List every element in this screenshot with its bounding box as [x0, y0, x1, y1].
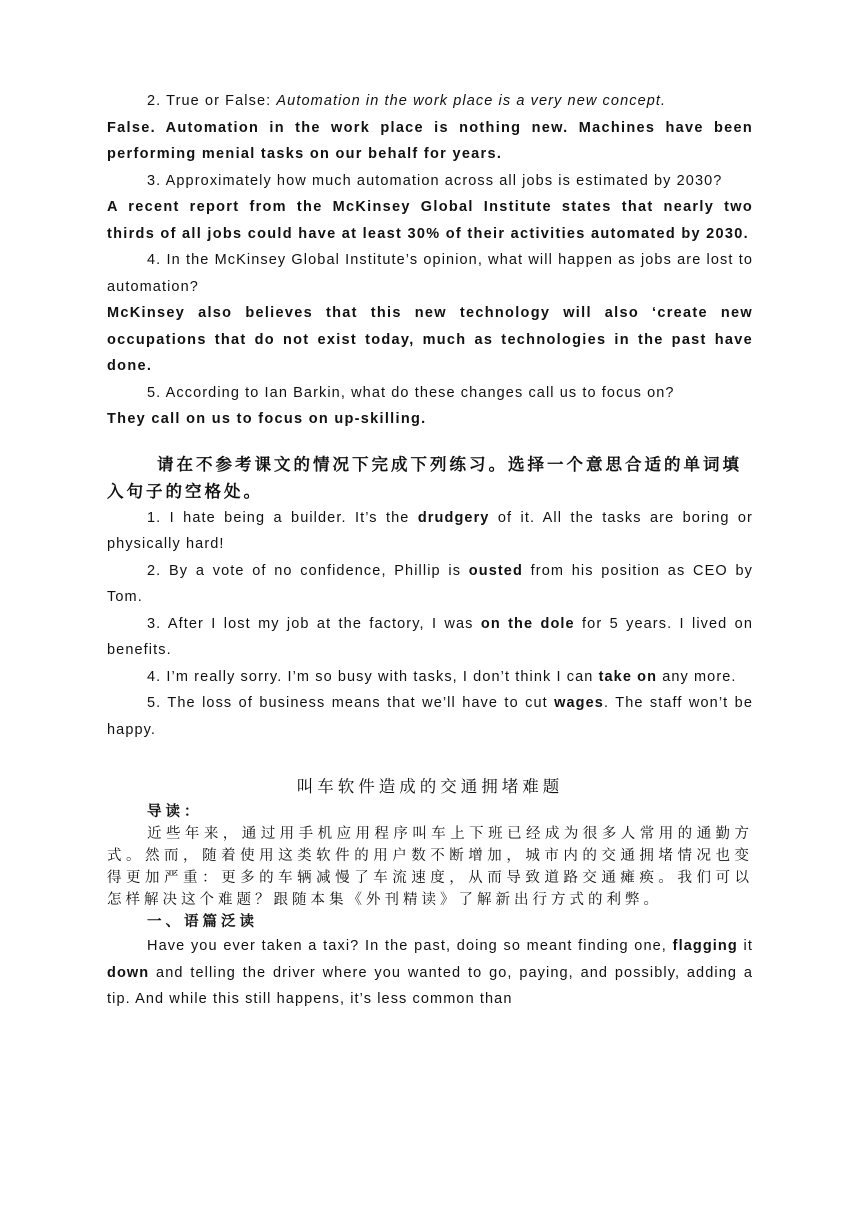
- answer-5: They call on us to focus on up-skilling.: [107, 411, 427, 427]
- question-2-statement: Automation in the work place is a very new concept.: [276, 93, 667, 109]
- vocab-word: flagging: [672, 938, 738, 954]
- fill-item-word: wages: [554, 695, 604, 711]
- fill-item-text: for 5 years. I lived on benefits.: [107, 615, 754, 658]
- fill-item-1: [107, 505, 753, 558]
- fill-item-word: ousted: [468, 562, 523, 579]
- intro-label: 导读：: [147, 804, 203, 820]
- paragraph-text: Have you ever taken a taxi? In the past, doing so meant finding one,: [147, 938, 673, 954]
- fill-item-word: drudgery: [417, 509, 490, 526]
- fill-item-text: 1. I hate being a builder. It’s the: [147, 509, 418, 526]
- paragraph-text: it: [737, 938, 753, 954]
- fill-item-word: take on: [598, 668, 658, 685]
- fill-item-2: [107, 558, 753, 611]
- fill-item-text: 5. The loss of business means that we’ll have to cut: [147, 695, 555, 711]
- vocab-word: down: [107, 964, 150, 981]
- section-label: 一、语篇泛读: [147, 914, 258, 930]
- fill-item-text: from his position as CEO by Tom.: [107, 562, 753, 605]
- article-title: 叫车软件造成的交通拥堵难题: [296, 777, 564, 796]
- fill-item-4: [107, 664, 753, 691]
- document-page: [107, 88, 753, 1013]
- article-paragraph: [107, 933, 753, 1013]
- fill-item-text: of it. All the tasks are boring or physically hard!: [107, 509, 753, 552]
- fill-item-text: . The staff won’t be happy.: [107, 695, 753, 738]
- intro-text: 近些年来，通过用手机应用程序叫车上下班已经成为很多人常用的通勤方式。然而，随着使用这类软件的用户数不断增加，城市内的交通拥堵情况也变得更加严重：更多的车辆减慢了车流速度，从而导致道路交通瘫痪。我们可以怎样解决这个难题？跟随本集《外刊精读》了解新出行方式的利弊。: [107, 826, 753, 908]
- question-2-prefix: 2. True or False:: [147, 93, 277, 109]
- question-3: 3. Approximately how much automation across all jobs is estimated by 2030?: [147, 172, 723, 189]
- exercise-heading: 请在不参考课文的情况下完成下列练习。选择一个意思合适的单词填入句子的空格处。: [107, 454, 742, 501]
- answer-2: False. Automation in the work place is nothing new. Machines have been performing menial tasks on our behalf for years.: [107, 119, 753, 162]
- fill-item-text: 2. By a vote of no confidence, Phillip is: [147, 562, 469, 579]
- fill-item-word: on the dole: [480, 615, 575, 632]
- fill-item-5: [107, 690, 753, 743]
- question-5: 5. According to Ian Barkin, what do these changes call us to focus on?: [147, 384, 675, 401]
- fill-item-3: [107, 611, 753, 664]
- question-2: [107, 88, 753, 115]
- question-4: 4. In the McKinsey Global Institute’s opinion, what will happen as jobs are lost to automation?: [107, 252, 753, 295]
- fill-item-text: 4. I’m really sorry. I’m so busy with tasks, I don’t think I can: [147, 668, 599, 685]
- answer-3: A recent report from the McKinsey Global Institute states that nearly two thirds of all jobs could have at least 30% of their activities automated by 2030.: [107, 199, 753, 242]
- fill-item-text: any more.: [657, 668, 737, 685]
- fill-item-text: 3. After I lost my job at the factory, I was: [147, 615, 481, 632]
- paragraph-text: and telling the driver where you wanted to go, paying, and possibly, adding a tip. And while this still happens, it’s less common than: [107, 964, 753, 1007]
- answer-4: McKinsey also believes that this new technology will also ‘create new occupations that do not exist today, much as technologies in the past have done.: [107, 305, 753, 374]
